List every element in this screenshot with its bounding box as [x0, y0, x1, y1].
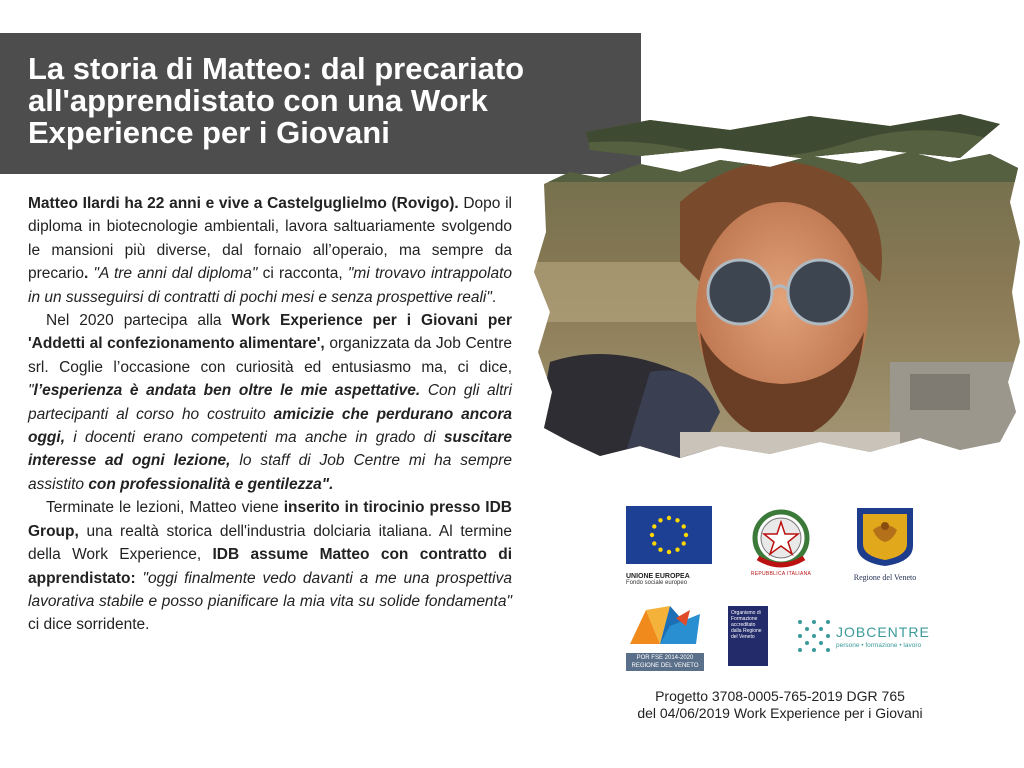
text-run: ci dice sorridente.	[28, 616, 150, 634]
text-run: Con gli altri partecipanti al corso ho costruito	[28, 382, 513, 423]
eu-star-icon	[682, 524, 686, 528]
article-body	[28, 192, 512, 637]
eu-logo	[626, 506, 712, 586]
text-run: Work Experience per i Giovani per 'Addetti al confezionamento alimentare',	[28, 312, 512, 353]
jobcentre-dot-icon	[805, 641, 809, 645]
text-run: Terminate le lezioni, Matteo viene	[46, 499, 284, 517]
regione-veneto-logo	[842, 506, 928, 588]
text-run: lo staff di Job Centre mi ha sempre assistito	[28, 452, 512, 493]
eu-star-icon	[684, 533, 688, 537]
accredited-training-logo	[728, 606, 768, 666]
partner-logos	[620, 500, 950, 680]
jobcentre-tagline: persone • formazione • lavoro	[836, 642, 922, 649]
accredited-training-text: Organismo di Formazione accreditato dalla Regione del Veneto	[731, 610, 762, 640]
caption-line2: del 04/06/2019 Work Experience per i Giovani	[637, 705, 923, 721]
por-fse-line2: REGIONE DEL VENETO	[631, 663, 699, 669]
eu-star-icon	[658, 518, 662, 522]
text-run: Matteo Ilardi ha 22 anni e vive a Castelguglielmo (Rovigo).	[28, 195, 459, 212]
text-run: "mi trovavo intrappolato in un susseguirsi di contratti di pochi mesi e senza prospettive reali"	[28, 265, 512, 306]
eu-star-icon	[675, 518, 679, 522]
text-run: suscitare interesse ad ogni lezione,	[28, 429, 512, 470]
text-run: .	[491, 288, 497, 306]
eu-star-icon	[682, 541, 686, 545]
jobcentre-logo	[796, 618, 956, 658]
text-run: inserito in tirocinio presso IDB Group,	[28, 499, 512, 540]
eu-star-icon	[667, 516, 671, 520]
eu-star-icon	[652, 524, 656, 528]
text-run: IDB assume Matteo con contratto di apprendistato:	[28, 546, 512, 587]
jobcentre-dot-icon	[812, 634, 816, 638]
jobcentre-dot-icon	[819, 627, 823, 631]
jobcentre-dot-icon	[819, 641, 823, 645]
eu-star-icon	[658, 548, 662, 552]
text-run: Dopo il diploma in biotecnologie ambientali, lavora saltuariamente svolgendo le mansioni più diverse, dal fornaio all’operaio, ma sempre da precario	[28, 195, 512, 283]
text-run: "	[28, 382, 34, 400]
jobcentre-dot-icon	[798, 634, 802, 638]
por-fse-line1: POR FSE 2014-2020	[636, 655, 694, 661]
jobcentre-dot-icon	[798, 620, 802, 624]
italian-republic-emblem	[748, 508, 814, 584]
paragraph-outcome	[28, 496, 512, 636]
italian-republic-text: REPUBBLICA ITALIANA	[750, 571, 812, 577]
text-run: con professionalità e gentilezza".	[88, 475, 334, 493]
jobcentre-dot-icon	[798, 648, 802, 652]
caption-line1: Progetto 3708-0005-765-2019 DGR 765	[655, 688, 905, 704]
text-run: organizzata da Job Centre srl. Coglie l’occasione con curiosità ed entusiasmo ma, ci dice,	[28, 335, 512, 376]
paragraph-work-experience	[28, 309, 512, 496]
jobcentre-dots-icon	[796, 618, 832, 654]
jobcentre-dot-icon	[826, 648, 830, 652]
jobcentre-dot-icon	[812, 648, 816, 652]
eu-star-icon	[650, 533, 654, 537]
page-title: La storia di Matteo: dal precariato all'apprendistato con una Work Experience per i Giovani	[28, 51, 525, 150]
eu-star-icon	[675, 548, 679, 552]
eu-logo-line1: UNIONE EUROPEA	[626, 573, 690, 580]
text-run: l’esperienza è andata ben oltre le mie aspettative.	[33, 382, 421, 400]
por-fse-text	[626, 653, 704, 671]
text-run: .	[84, 265, 94, 283]
jobcentre-dot-icon	[805, 627, 809, 631]
eu-star-icon	[652, 541, 656, 545]
paragraph-intro	[28, 192, 512, 309]
text-run: una realtà storica dell'industria dolciaria italiana. Al termine della Work Experience,	[28, 522, 512, 564]
text-run: amicizie che perdurano ancora oggi,	[28, 405, 512, 447]
jobcentre-dot-icon	[826, 620, 830, 624]
eu-logo-line2: Fondo sociale europeo	[626, 580, 688, 586]
eu-star-icon	[667, 550, 671, 554]
por-fse-logo	[626, 604, 704, 669]
regione-veneto-text: Regione del Veneto	[853, 573, 917, 582]
jobcentre-dot-icon	[826, 634, 830, 638]
text-run: "A tre anni dal diploma"	[93, 265, 258, 283]
text-run: i docenti erano competenti ma anche in grado di	[65, 429, 444, 447]
portrait-photo	[530, 112, 1022, 472]
jobcentre-dot-icon	[812, 620, 816, 624]
text-run: Nel 2020 partecipa alla	[46, 312, 232, 330]
text-run: "oggi finalmente vedo davanti a me una prospettiva lavorativa stabile e posso pianificare la mia vita su solide fondamenta"	[28, 569, 512, 610]
text-run: ci racconta,	[257, 265, 348, 283]
project-caption	[590, 688, 970, 722]
jobcentre-name: JOBCENTRE	[836, 624, 930, 640]
